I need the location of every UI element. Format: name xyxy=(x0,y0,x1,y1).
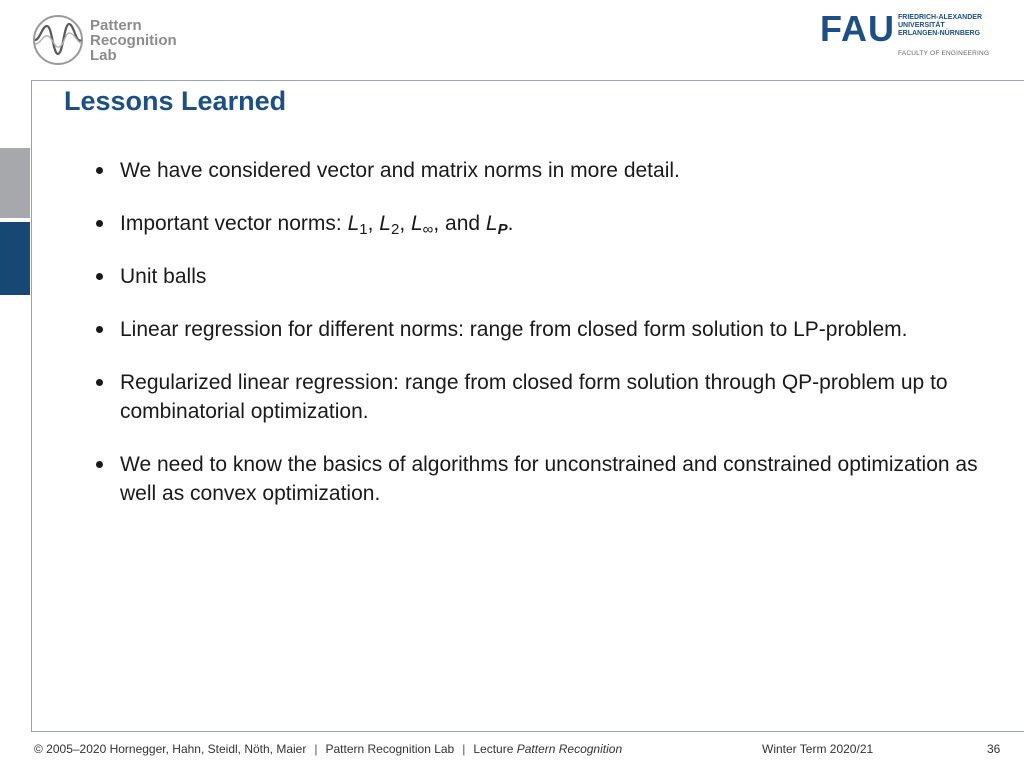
norm-l1: $L_1$ xyxy=(347,212,368,238)
bullet-dot-icon xyxy=(96,220,103,227)
bullet-item xyxy=(94,262,1004,291)
bullet-item xyxy=(94,315,1004,344)
wave-sphere-icon xyxy=(32,14,84,66)
footer-lab: Pattern Recognition Lab xyxy=(325,742,455,756)
bullet-dot-icon xyxy=(96,273,103,280)
bullet-dot-icon xyxy=(96,379,103,386)
bullet-dot-icon xyxy=(96,167,103,174)
prl-logo xyxy=(32,12,177,68)
footer-credits xyxy=(34,742,622,756)
bullet-item xyxy=(94,368,1004,426)
prl-logo-line: Recognition xyxy=(90,31,177,49)
bullet-dot-icon xyxy=(96,461,103,468)
fau-logo-line: FRIEDRICH-ALEXANDER xyxy=(898,14,982,21)
fau-logo-letters: FAU xyxy=(820,8,895,49)
norm-lp: $L_P$ xyxy=(485,212,508,238)
fau-logo-line: ERLANGEN-NÜRNBERG xyxy=(898,30,981,37)
slide-title: Lessons Learned xyxy=(64,86,287,116)
footer xyxy=(0,742,1024,760)
footer-lecture-prefix: Lecture xyxy=(473,742,517,756)
footer-separator: | xyxy=(314,742,318,756)
bullet-text-prefix: Important vector norms: xyxy=(120,212,348,235)
side-accent-gray xyxy=(0,148,30,218)
bullet-text: Linear regression for different norms: range from closed form solution to LP-problem. xyxy=(120,318,908,341)
bullet-dot-icon xyxy=(96,326,103,333)
bullet-list xyxy=(94,156,1004,532)
fau-logo xyxy=(820,8,990,60)
fau-logo-university xyxy=(898,14,982,38)
bullet-text: Regularized linear regression: range from closed form solution through QP-problem up to combinatorial optimization. xyxy=(120,371,948,423)
norm-l2: $L_2$ xyxy=(379,212,400,238)
fau-logo-line: UNIVERSITÄT xyxy=(898,22,945,29)
footer-authors: © 2005–2020 Hornegger, Hahn, Steidl, Nöth, Maier xyxy=(34,742,307,756)
page-number: 36 xyxy=(987,742,1001,756)
fau-logo-faculty: FACULTY OF ENGINEERING xyxy=(898,50,990,57)
bullet-text: We need to know the basics of algorithms for unconstrained and constrained optimization as well as convex optimization. xyxy=(120,453,978,505)
bullet-item xyxy=(94,450,1004,508)
footer-term: Winter Term 2020/21 xyxy=(762,742,874,756)
footer-separator: | xyxy=(462,742,466,756)
prl-logo-line: Lab xyxy=(90,46,117,64)
footer-lecture-name: Pattern Recognition xyxy=(516,742,623,756)
bullet-text: Unit balls xyxy=(120,265,207,288)
bullet-item xyxy=(94,156,1004,185)
prl-logo-line: Pattern xyxy=(90,16,142,34)
norm-linf: $L_\infty$ xyxy=(410,212,434,238)
prl-logo-text xyxy=(90,18,177,63)
bullet-text: We have considered vector and matrix norms in more detail. xyxy=(120,159,680,182)
bullet-item: Important vector norms: $L_1$, $L_2$, $L_\infty$, and $L_P$. xyxy=(94,209,1004,238)
side-accent-blue xyxy=(0,222,30,295)
